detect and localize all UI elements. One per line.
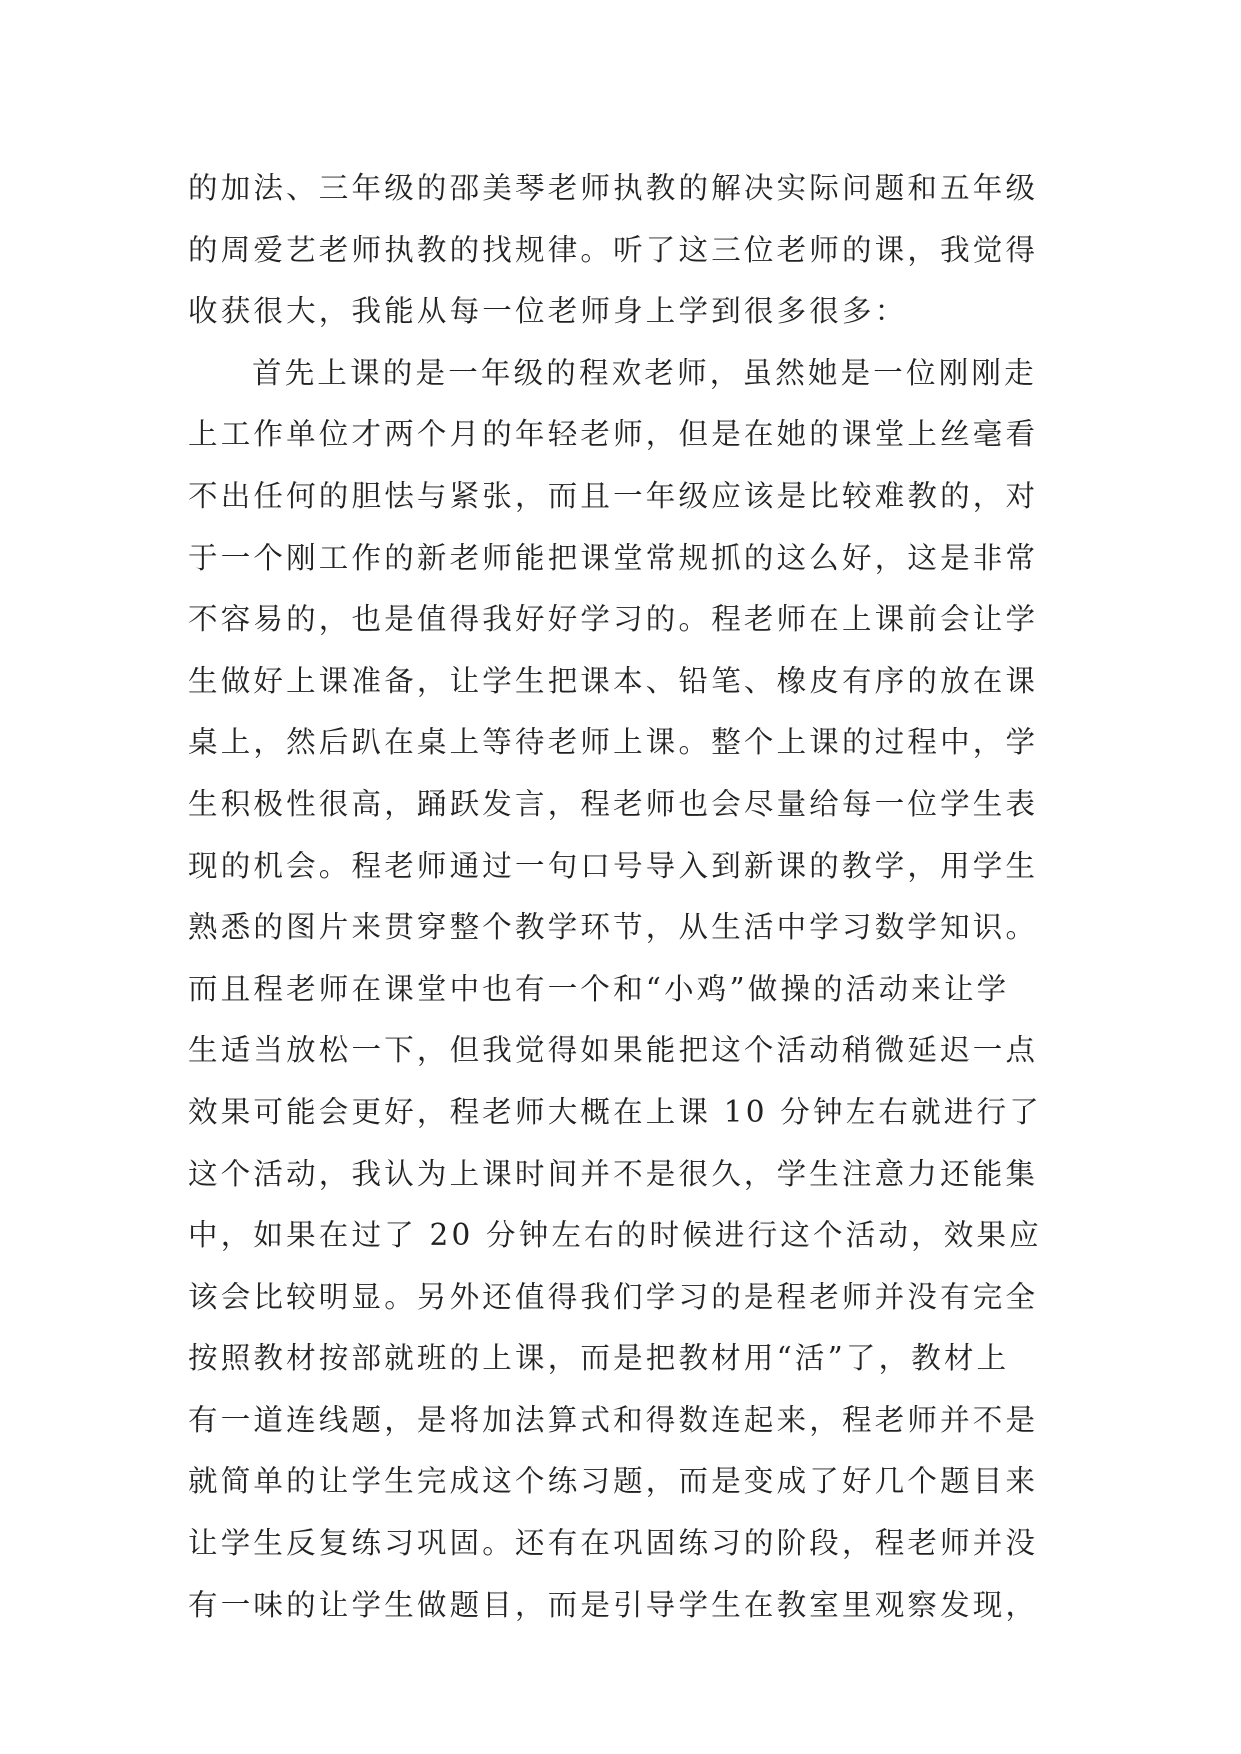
text-line: 中，如果在过了 20 分钟左右的时候进行这个活动，效果应 <box>188 1218 1042 1253</box>
text-line: 有一道连线题，是将加法算式和得数连起来，程老师并不是 <box>188 1402 1039 1437</box>
text-line: 熟悉的图片来贯穿整个教学环节，从生活中学习数学知识。 <box>188 910 1039 945</box>
text-line: 这个活动，我认为上课时间并不是很久，学生注意力还能集 <box>188 1156 1039 1191</box>
text-line: 桌上，然后趴在桌上等待老师上课。整个上课的过程中，学 <box>188 725 1039 760</box>
text-line: 按照教材按部就班的上课，而是把教材用“活”了，教材上 <box>188 1341 1010 1376</box>
text-line: 上工作单位才两个月的年轻老师，但是在她的课堂上丝毫看 <box>188 417 1039 452</box>
text-line: 于一个刚工作的新老师能把课堂常规抓的这么好，这是非常 <box>188 540 1039 575</box>
body-text <box>188 158 1068 1636</box>
text-line: 有一味的让学生做题目，而是引导学生在教室里观察发现， <box>188 1587 1039 1622</box>
text-line: 效果可能会更好，程老师大概在上课 10 分钟左右就进行了 <box>188 1094 1042 1129</box>
text-line: 该会比较明显。另外还值得我们学习的是程老师并没有完全 <box>188 1279 1039 1314</box>
text-line: 就简单的让学生完成这个练习题，而是变成了好几个题目来 <box>188 1464 1039 1499</box>
text-line: 现的机会。程老师通过一句口号导入到新课的教学，用学生 <box>188 848 1039 883</box>
paragraph-first-line: 首先上课的是一年级的程欢老师，虽然她是一位刚刚走 <box>252 355 1037 390</box>
text-line: 不出任何的胆怯与紧张，而且一年级应该是比较难教的，对 <box>188 478 1039 513</box>
text-line: 生适当放松一下，但我觉得如果能把这个活动稍微延迟一点 <box>188 1033 1039 1068</box>
text-line: 不容易的，也是值得我好好学习的。程老师在上课前会让学 <box>188 602 1039 637</box>
text-line: 的周爱艺老师执教的找规律。听了这三位老师的课，我觉得 <box>188 232 1039 267</box>
text-line: 的加法、三年级的邵美琴老师执教的解决实际问题和五年级 <box>188 171 1039 205</box>
text-line: 生积极性很高，踊跃发言，程老师也会尽量给每一位学生表 <box>188 786 1039 821</box>
text-line: 收获很大，我能从每一位老师身上学到很多很多： <box>188 294 908 329</box>
text-line: 生做好上课准备，让学生把课本、铅笔、橡皮有序的放在课 <box>188 663 1039 698</box>
text-line: 而且程老师在课堂中也有一个和“小鸡”做操的活动来让学 <box>188 971 1010 1006</box>
text-line: 让学生反复练习巩固。还有在巩固练习的阶段，程老师并没 <box>188 1526 1039 1561</box>
